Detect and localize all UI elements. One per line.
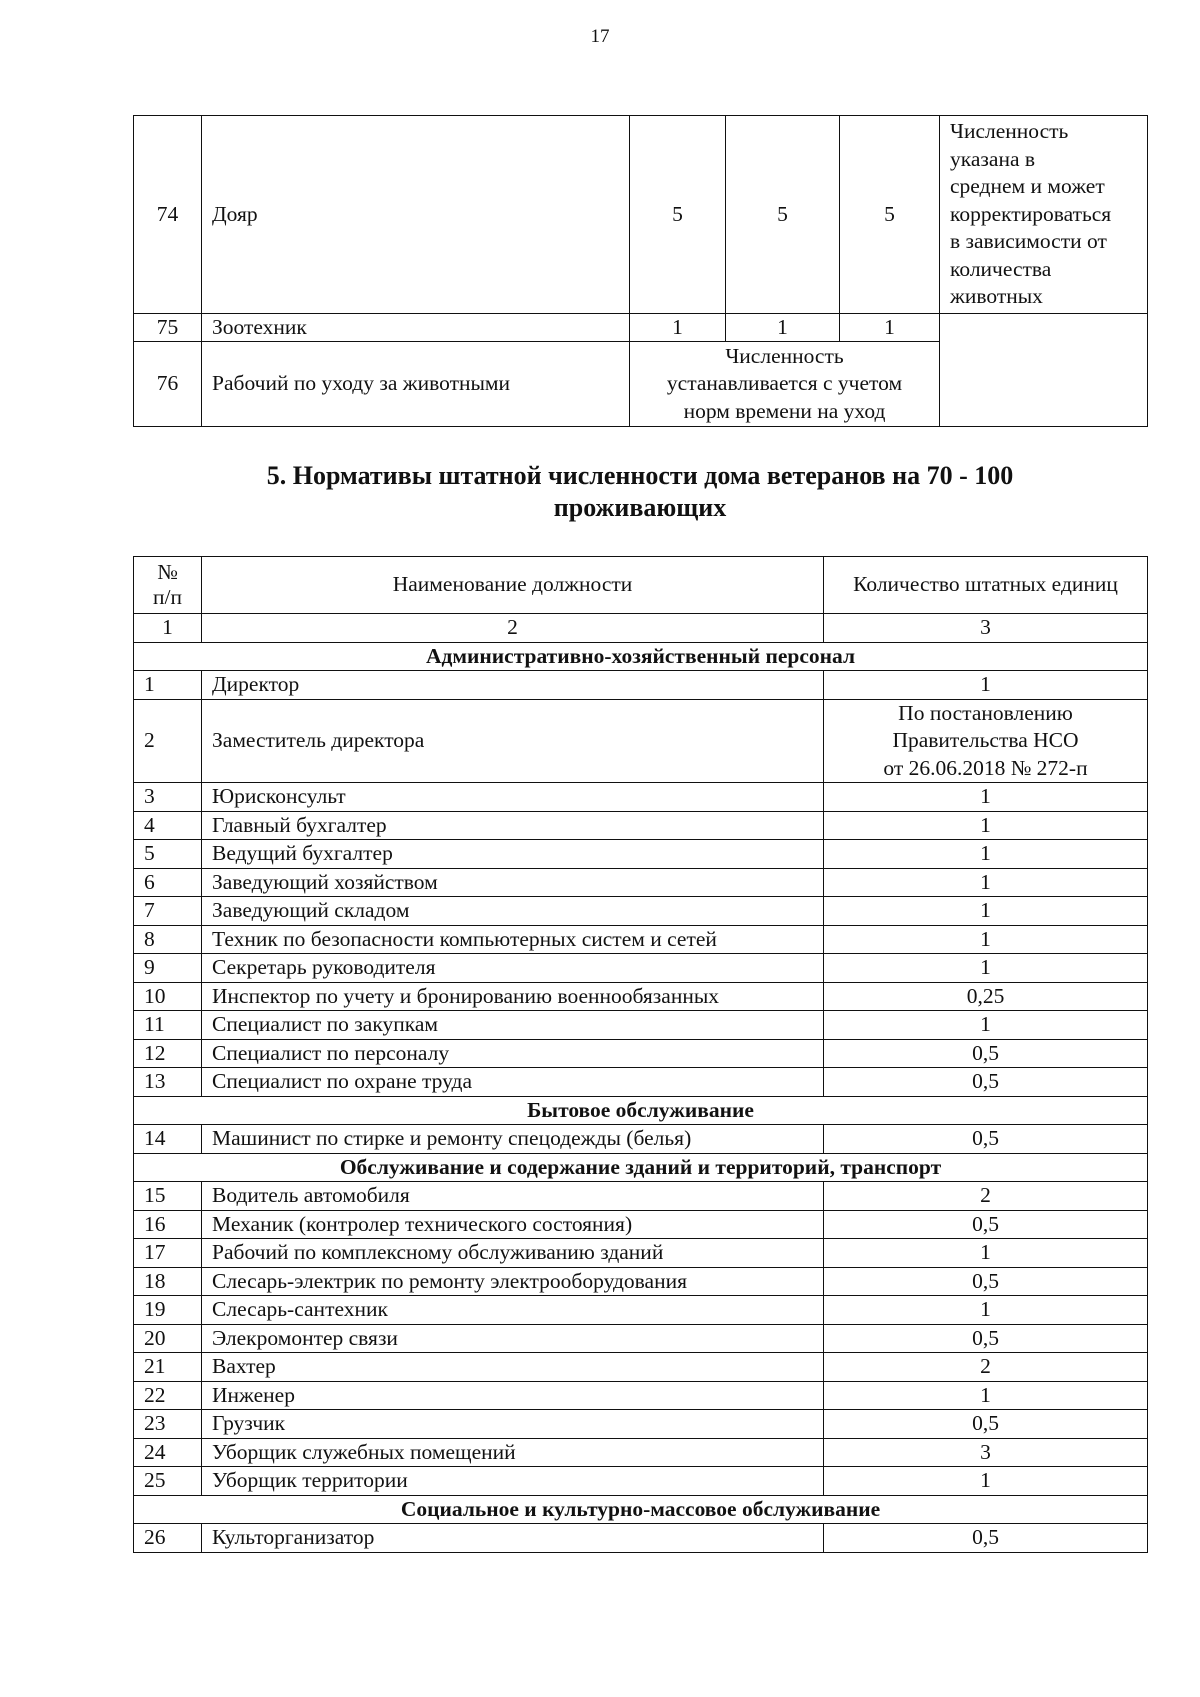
table-row <box>134 1267 1148 1296</box>
quantity-cell: 1 <box>824 811 1148 840</box>
table-row <box>134 671 1148 700</box>
position-name: Заместитель директора <box>202 699 824 783</box>
note-line: животных <box>950 284 1043 308</box>
table-row <box>134 1068 1148 1097</box>
note-line: количества <box>950 256 1052 281</box>
header-number-line: п/п <box>153 585 182 609</box>
section-title <box>150 460 1130 524</box>
row-number: 5 <box>134 840 202 869</box>
table-row <box>134 925 1148 954</box>
table-row <box>134 313 1148 342</box>
row-number: 11 <box>134 1011 202 1040</box>
table-row <box>134 840 1148 869</box>
row-number: 13 <box>134 1068 202 1097</box>
section-heading: Социальное и культурно-массовое обслуживание <box>134 1495 1148 1524</box>
position-name: Дояр <box>202 116 630 314</box>
quantity-cell: 5 <box>630 116 726 314</box>
quantity-cell: 1 <box>840 313 940 342</box>
quantity-cell: 1 <box>824 897 1148 926</box>
position-name: Механик (контролер технического состояния) <box>202 1210 824 1239</box>
row-number: 4 <box>134 811 202 840</box>
table-row <box>134 1353 1148 1382</box>
position-name: Техник по безопасности компьютерных систем и сетей <box>202 925 824 954</box>
quantity-cell: 0,5 <box>824 1125 1148 1154</box>
position-name: Заведующий складом <box>202 897 824 926</box>
quantity-cell: 0,5 <box>824 1524 1148 1553</box>
row-number: 9 <box>134 954 202 983</box>
row-number: 21 <box>134 1353 202 1382</box>
row-number: 26 <box>134 1524 202 1553</box>
position-name: Рабочий по уходу за животными <box>202 342 630 427</box>
merged-quantity-cell <box>630 342 940 427</box>
quantity-cell: 1 <box>824 868 1148 897</box>
quantity-cell: 1 <box>630 313 726 342</box>
quantity-line: Правительства НСО <box>892 728 1079 752</box>
merged-line: устанавливается с учетом <box>666 371 903 396</box>
table-row <box>134 699 1148 783</box>
section-heading: Административно-хозяйственный персонал <box>134 642 1148 671</box>
note-line: в зависимости от <box>950 229 1107 253</box>
quantity-cell: 1 <box>824 1011 1148 1040</box>
row-number: 12 <box>134 1039 202 1068</box>
table-row <box>134 1524 1148 1553</box>
position-name: Секретарь руководителя <box>202 954 824 983</box>
table-row <box>134 1381 1148 1410</box>
position-name: Слесарь-электрик по ремонту электрооборудования <box>202 1267 824 1296</box>
table-row <box>134 1467 1148 1496</box>
table-row <box>134 1039 1148 1068</box>
row-number: 75 <box>134 313 202 342</box>
quantity-cell <box>824 699 1148 783</box>
position-name: Инженер <box>202 1381 824 1410</box>
quantity-cell: 0,5 <box>824 1068 1148 1097</box>
row-number: 23 <box>134 1410 202 1439</box>
column-number-row <box>134 614 1148 643</box>
table-row <box>134 1210 1148 1239</box>
quantity-cell: 0,5 <box>824 1267 1148 1296</box>
table-row <box>134 1239 1148 1268</box>
table-header-row <box>134 557 1148 614</box>
row-number: 3 <box>134 783 202 812</box>
position-name: Элекромонтер связи <box>202 1324 824 1353</box>
position-name: Специалист по закупкам <box>202 1011 824 1040</box>
row-number: 25 <box>134 1467 202 1496</box>
column-number: 1 <box>134 614 202 643</box>
quantity-cell: 1 <box>824 1467 1148 1496</box>
table-row <box>134 1011 1148 1040</box>
continuation-table <box>133 115 1148 427</box>
quantity-cell: 0,5 <box>824 1410 1148 1439</box>
position-name: Слесарь-сантехник <box>202 1296 824 1325</box>
note-line: указана в <box>950 146 1036 171</box>
row-number: 14 <box>134 1125 202 1154</box>
row-number: 10 <box>134 982 202 1011</box>
note-cell <box>940 116 1148 314</box>
position-name: Инспектор по учету и бронированию военнообязанных <box>202 982 824 1011</box>
table-row <box>134 982 1148 1011</box>
table-row <box>134 1296 1148 1325</box>
position-name: Специалист по охране труда <box>202 1068 824 1097</box>
position-name: Юрисконсульт <box>202 783 824 812</box>
quantity-cell: 0,5 <box>824 1210 1148 1239</box>
table-row <box>134 811 1148 840</box>
row-number: 20 <box>134 1324 202 1353</box>
quantity-cell: 1 <box>824 671 1148 700</box>
row-number: 2 <box>134 699 202 783</box>
header-quantity: Количество штатных единиц <box>824 557 1148 614</box>
position-name: Водитель автомобиля <box>202 1182 824 1211</box>
position-name: Главный бухгалтер <box>202 811 824 840</box>
table-row <box>134 783 1148 812</box>
quantity-cell: 1 <box>824 783 1148 812</box>
section-heading: Обслуживание и содержание зданий и территорий, транспорт <box>134 1153 1148 1182</box>
section-row <box>134 1153 1148 1182</box>
table-row <box>134 897 1148 926</box>
row-number: 15 <box>134 1182 202 1211</box>
position-name: Рабочий по комплексному обслуживанию зданий <box>202 1239 824 1268</box>
position-name: Уборщик территории <box>202 1467 824 1496</box>
row-number: 18 <box>134 1267 202 1296</box>
position-name: Машинист по стирке и ремонту спецодежды (белья) <box>202 1125 824 1154</box>
row-number: 6 <box>134 868 202 897</box>
quantity-cell: 5 <box>726 116 840 314</box>
merged-line: Численность <box>725 343 844 368</box>
table-row <box>134 1324 1148 1353</box>
quantity-line: от 26.06.2018 № 272-п <box>883 755 1088 780</box>
note-line: Численность <box>950 119 1069 143</box>
quantity-cell: 1 <box>824 1381 1148 1410</box>
quantity-cell: 5 <box>840 116 940 314</box>
column-number: 2 <box>202 614 824 643</box>
quantity-cell: 0,5 <box>824 1324 1148 1353</box>
row-number: 22 <box>134 1381 202 1410</box>
row-number: 1 <box>134 671 202 700</box>
quantity-cell: 0,5 <box>824 1039 1148 1068</box>
quantity-cell: 0,25 <box>824 982 1148 1011</box>
merged-line: норм времени на уход <box>683 398 886 423</box>
quantity-line: По постановлению <box>898 700 1073 725</box>
row-number: 74 <box>134 116 202 314</box>
position-name: Специалист по персоналу <box>202 1039 824 1068</box>
page-number: 17 <box>590 26 610 47</box>
table-row <box>134 1438 1148 1467</box>
table-row <box>134 868 1148 897</box>
position-name: Зоотехник <box>202 313 630 342</box>
table-row <box>134 1125 1148 1154</box>
row-number: 19 <box>134 1296 202 1325</box>
quantity-cell: 1 <box>726 313 840 342</box>
position-name: Заведующий хозяйством <box>202 868 824 897</box>
section-heading: Бытовое обслуживание <box>134 1096 1148 1125</box>
header-number-line: № <box>157 560 178 584</box>
header-name: Наименование должности <box>202 557 824 614</box>
row-number: 24 <box>134 1438 202 1467</box>
note-line: среднем и может <box>950 174 1105 198</box>
position-name: Директор <box>202 671 824 700</box>
header-number <box>134 557 202 614</box>
position-name: Уборщик служебных помещений <box>202 1438 824 1467</box>
quantity-cell: 2 <box>824 1182 1148 1211</box>
empty-cell <box>940 313 1148 427</box>
row-number: 16 <box>134 1210 202 1239</box>
section-row <box>134 642 1148 671</box>
quantity-cell: 1 <box>824 1296 1148 1325</box>
quantity-cell: 1 <box>824 954 1148 983</box>
row-number: 17 <box>134 1239 202 1268</box>
table-row <box>134 1182 1148 1211</box>
position-name: Вахтер <box>202 1353 824 1382</box>
table-row <box>134 116 1148 314</box>
column-number: 3 <box>824 614 1148 643</box>
section-title-line: 5. Нормативы штатной численности дома ветеранов на 70 - 100 <box>266 461 1014 490</box>
staffing-table <box>133 556 1148 1553</box>
row-number: 7 <box>134 897 202 926</box>
table-row <box>134 1410 1148 1439</box>
section-title-line: проживающих <box>553 493 727 522</box>
table-row <box>134 954 1148 983</box>
position-name: Ведущий бухгалтер <box>202 840 824 869</box>
quantity-cell: 1 <box>824 840 1148 869</box>
section-row <box>134 1495 1148 1524</box>
section-row <box>134 1096 1148 1125</box>
quantity-cell: 3 <box>824 1438 1148 1467</box>
quantity-cell: 1 <box>824 1239 1148 1268</box>
position-name: Культорганизатор <box>202 1524 824 1553</box>
quantity-cell: 1 <box>824 925 1148 954</box>
position-name: Грузчик <box>202 1410 824 1439</box>
row-number: 76 <box>134 342 202 427</box>
quantity-cell: 2 <box>824 1353 1148 1382</box>
row-number: 8 <box>134 925 202 954</box>
note-line: корректироваться <box>950 201 1112 226</box>
